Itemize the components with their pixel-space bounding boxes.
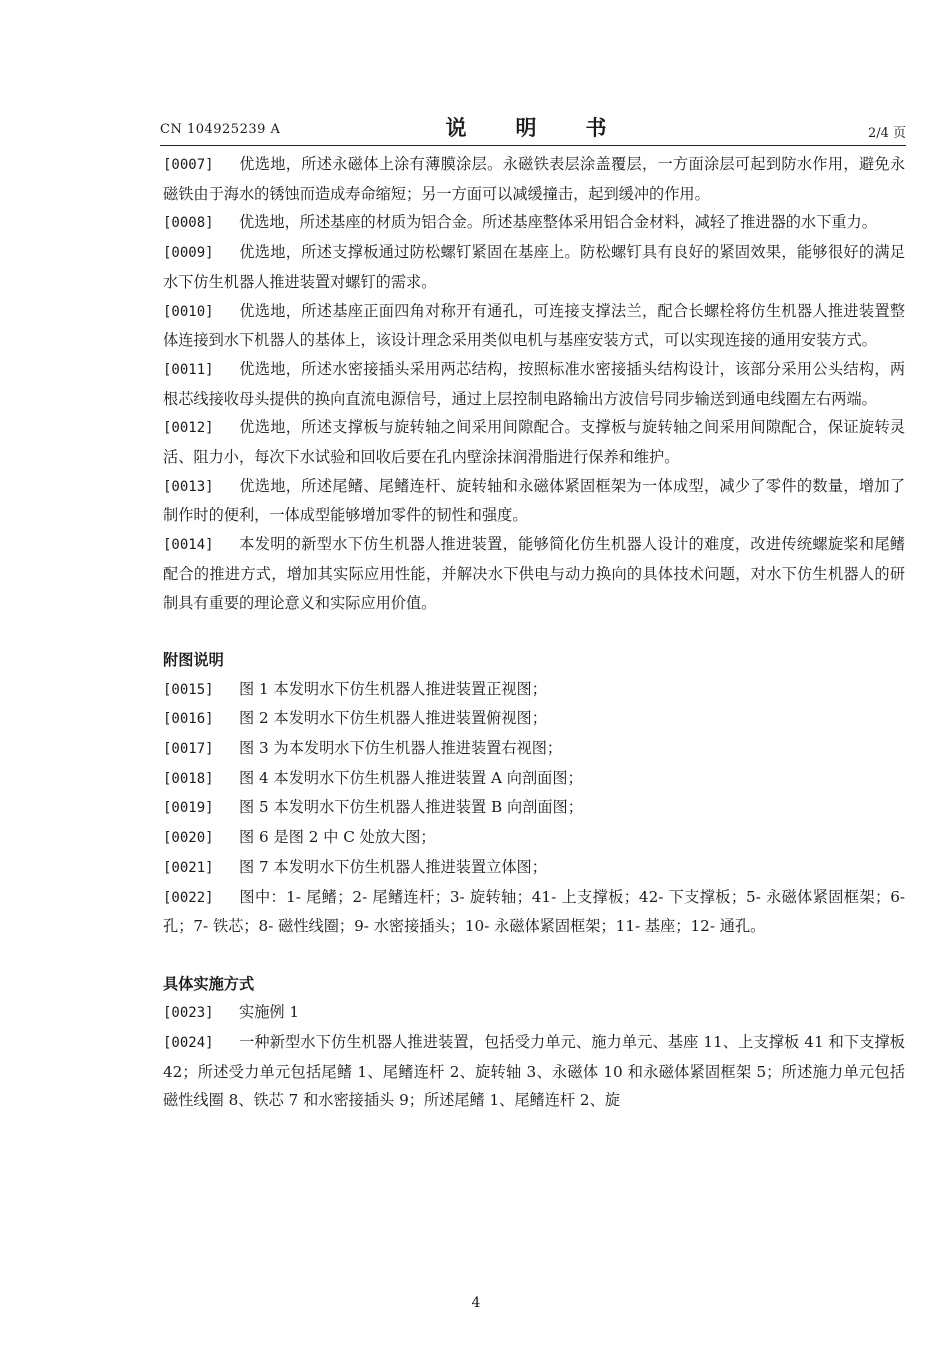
paragraph-number: [0021] [163,859,214,876]
paragraph-number: [0014] [163,537,214,554]
paragraph-text: 图 4 本发明水下仿生机器人推进装置 A 向剖面图； [239,768,583,787]
document-body [163,150,905,1115]
paragraph-text: 图中：1- 尾鳍；2- 尾鳍连杆；3- 旋转轴；41- 上支撑板；42- 下支撑板；5- 永磁体紧固框架；6- 孔；7- 铁芯；8- 磁性线圈；9- 水密接插头；10- 永磁体紧固框架；11- 基座；12- 通孔。 [163,887,905,936]
paragraph-number: [0023] [163,1005,214,1022]
section-heading-figures: 附图说明 [163,650,224,669]
paragraph-number: [0009] [163,245,214,262]
paragraph-0019 [163,793,905,823]
paragraph-text: 图 7 本发明水下仿生机器人推进装置立体图； [239,857,547,876]
paragraph-0007 [163,150,905,208]
paragraph-number: [0024] [163,1035,214,1052]
paragraph-0014 [163,530,905,617]
paragraph-text: 优选地，所述基座的材质为铝合金。所述基座整体采用铝合金材料，减轻了推进器的水下重力。 [239,213,877,232]
paragraph-0020 [163,823,905,853]
paragraph-0023 [163,998,905,1028]
paragraph-text: 优选地，所述支撑板与旋转轴之间采用间隙配合。支撑板与旋转轴之间采用间隙配合，保证旋转灵活、阻力小，每次下水试验和回收后要在孔内壁涂抹润滑脂进行保养和维护。 [163,418,905,467]
paragraph-text: 优选地，所述基座正面四角对称开有通孔，可连接支撑法兰，配合长螺栓将仿生机器人推进装置整体连接到水下机器人的基体上，该设计理念采用类似电机与基座安装方式，可以实现连接的通用安装方式。 [163,301,905,350]
paragraph-number: [0013] [163,478,214,495]
paragraph-text: 图 2 本发明水下仿生机器人推进装置俯视图； [239,709,547,728]
paragraph-text: 图 6 是图 2 中 C 处放大图； [239,828,436,847]
paragraph-number: [0012] [163,420,214,437]
paragraph-number: [0011] [163,361,214,378]
paragraph-text: 本发明的新型水下仿生机器人推进装置，能够简化仿生机器人设计的难度，改进传统螺旋桨和尾鳍配合的推进方式，增加其实际应用性能，并解决水下供电与动力换向的具体技术问题，对水下仿生机器人的研制具有重要的理论意义和实际应用价值。 [163,535,905,612]
paragraph-text: 图 3 为本发明水下仿生机器人推进装置右视图； [239,739,563,758]
paragraph-text: 优选地，所述支撑板通过防松螺钉紧固在基座上。防松螺钉具有良好的紧固效果，能够很好的满足水下仿生机器人推进装置对螺钉的需求。 [163,243,905,291]
paragraph-0009 [163,238,905,296]
paragraph-text: 优选地，所述水密接插头采用两芯结构，按照标准水密接插头结构设计，该部分采用公头结构，两根芯线接收母头提供的换向直流电源信号，通过上层控制电路输出方波信号同步输送到通电线圈左右两端。 [163,359,905,408]
paragraph-number: [0020] [163,830,214,847]
paragraph-number: [0008] [163,215,214,232]
paragraph-number: [0010] [163,303,214,320]
paragraph-number: [0007] [163,157,214,173]
paragraph-number: [0017] [163,741,214,758]
paragraph-0010 [163,297,905,355]
page-number: 4 [471,1295,481,1311]
paragraph-number: [0018] [163,770,214,787]
paragraph-text: 图 1 本发明水下仿生机器人推进装置正视图； [239,679,547,698]
paragraph-number: [0015] [163,681,214,698]
header-rule [160,145,906,146]
page-header [160,112,906,146]
document-number: CN 104925239 A [160,122,281,137]
paragraph-text: 优选地，所述尾鳍、尾鳍连杆、旋转轴和永磁体紧固框架为一体成型，减少了零件的数量，增加了制作时的便利，一体成型能够增加零件的韧性和强度。 [163,476,905,525]
paragraph-number: [0016] [163,711,214,728]
paragraph-text: 一种新型水下仿生机器人推进装置，包括受力单元、施力单元、基座 11、上支撑板 41 和下支撑板 42；所述受力单元包括尾鳍 1、尾鳍连杆 2、旋转轴 3、永磁体 10 和永磁体紧固框架 5；所述施力单元包括磁性线圈 8、铁芯 7 和水密接插头 9；所述尾鳍 1、尾鳍连杆 2、旋 [163,1033,905,1110]
paragraph-0024 [163,1028,905,1115]
paragraph-0011 [163,355,905,413]
paragraph-number: [0022] [163,889,214,906]
paragraph-0012 [163,413,905,471]
paragraph-text: 优选地，所述永磁体上涂有薄膜涂层。永磁铁表层涂盖覆层，一方面涂层可起到防水作用，避免永磁铁由于海水的锈蚀而造成寿命缩短；另一方面可以减缓撞击，起到缓冲的作用。 [163,155,905,203]
paragraph-0016 [163,704,905,734]
paragraph-text: 图 5 本发明水下仿生机器人推进装置 B 向剖面图； [239,798,583,817]
paragraph-0017 [163,734,905,764]
section-heading-embodiment: 具体实施方式 [163,974,255,993]
document-title: 说 明 书 [445,116,621,140]
paragraph-0018 [163,764,905,794]
paragraph-0021 [163,853,905,883]
paragraph-0013 [163,472,905,530]
paragraph-0008 [163,208,905,238]
paragraph-0015 [163,675,905,705]
paragraph-text: 实施例 1 [239,1003,300,1022]
paragraph-number: [0019] [163,800,214,817]
paragraph-0022 [163,883,905,941]
page-indicator: 2/4 页 [867,126,906,141]
